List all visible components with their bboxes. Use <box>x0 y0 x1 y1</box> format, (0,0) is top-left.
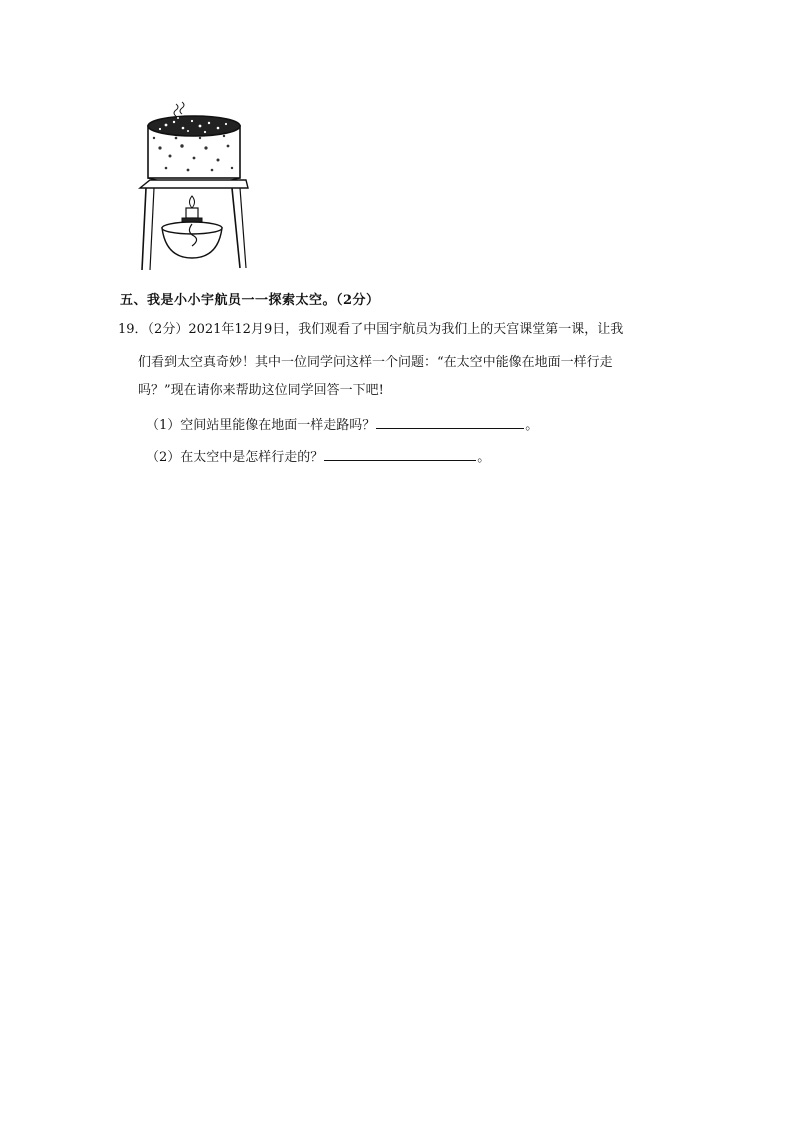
sub-question-1-text: （1）空间站里能像在地面一样走路吗？ <box>146 418 376 433</box>
question-number: 19． <box>118 322 148 337</box>
question-score: （2分） <box>147 322 189 337</box>
question-line-1 <box>118 322 623 338</box>
question-line-2: 们看到太空真奇妙！其中一位同学问这样一个问题：“在太空中能像在地面一样行走 <box>138 355 613 370</box>
section-title: 五、我是小小宇航员一一探索太空。（2分） <box>120 293 380 308</box>
sub-question-1 <box>146 416 538 434</box>
question-line-3: 吗？”现在请你来帮助这位同学回答一下吧! <box>138 383 384 398</box>
sub-question-2-end: 。 <box>477 450 491 465</box>
sub-question-2-text: （2）在太空中是怎样行走的？ <box>146 450 324 465</box>
heating-beaker-icon <box>136 98 252 274</box>
sub-question-2 <box>146 448 490 466</box>
question-text-1: 2021年12月9日，我们观看了中国宇航员为我们上的天宫课堂第一课，让我 <box>188 322 624 337</box>
answer-blank-2[interactable] <box>324 448 476 461</box>
answer-blank-1[interactable] <box>376 416 524 429</box>
heating-apparatus-figure <box>136 98 252 274</box>
sub-question-1-end: 。 <box>525 418 539 433</box>
